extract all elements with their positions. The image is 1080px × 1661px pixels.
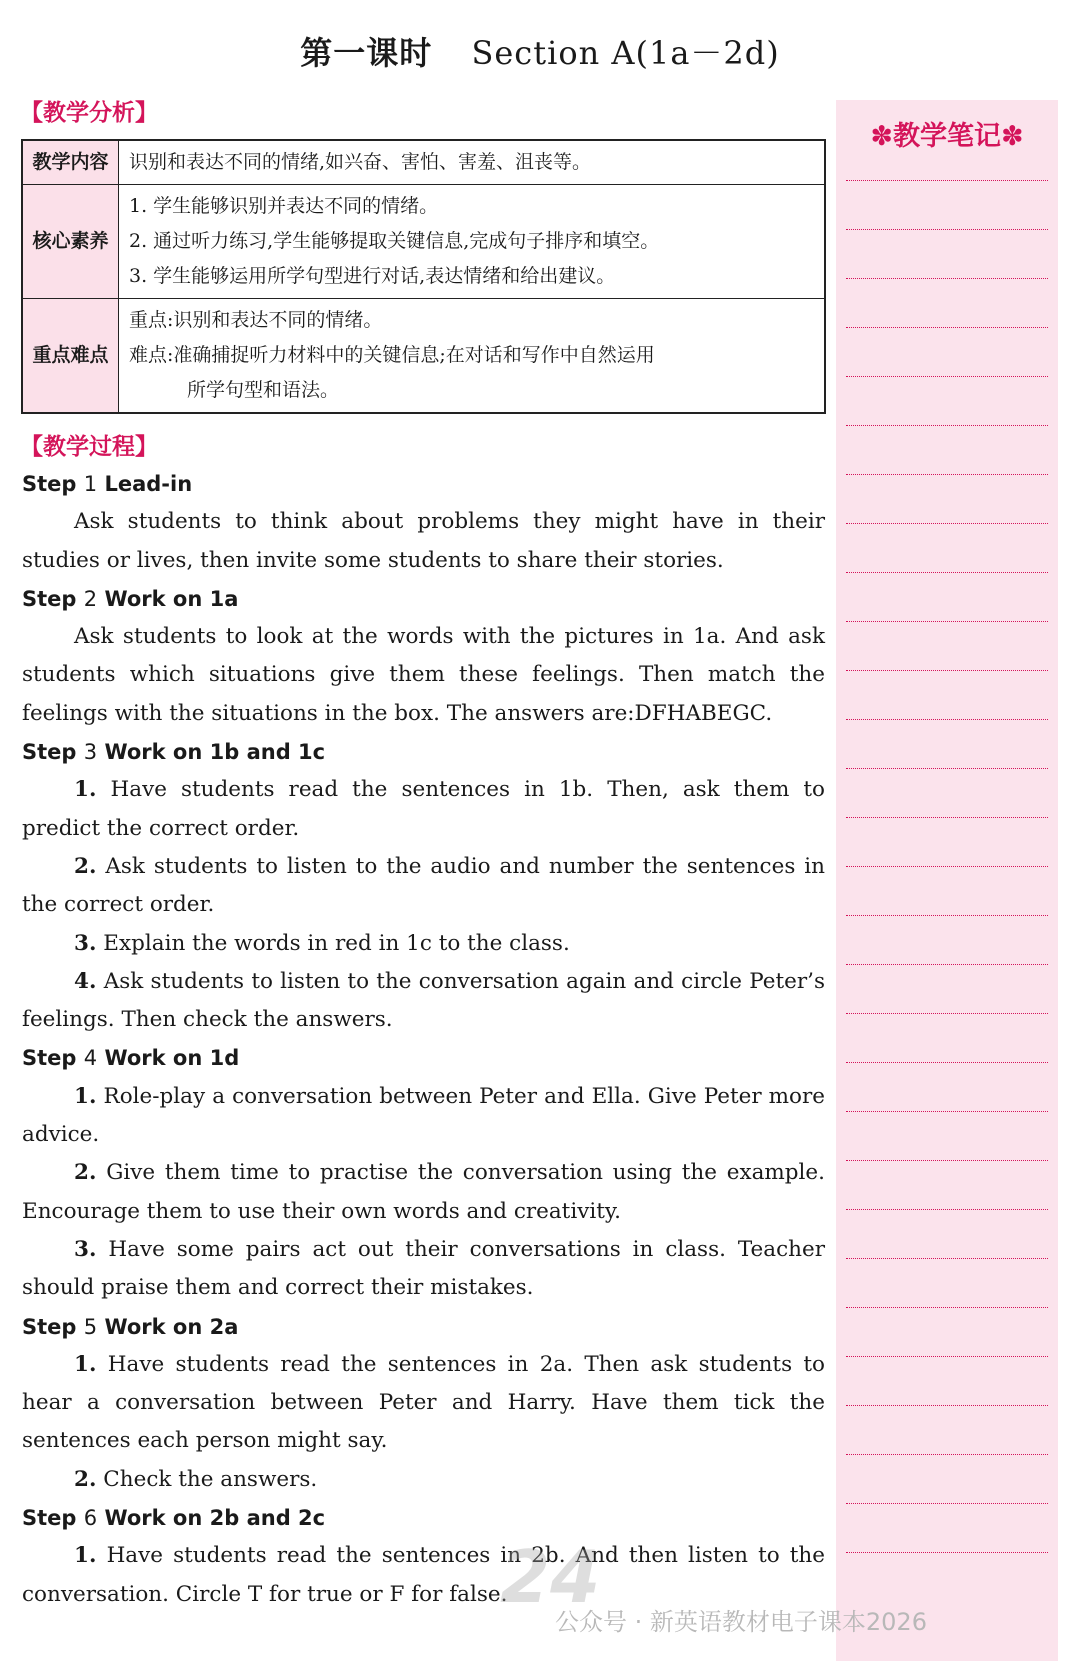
- step-heading: Step 5 Work on 2a: [22, 1314, 239, 1339]
- notes-line: [846, 817, 1048, 818]
- row-line: 2. 通过听力练习,学生能够提取关键信息,完成句子排序和填空。: [129, 230, 660, 252]
- notes-line: [846, 670, 1048, 671]
- notes-line: [846, 1258, 1048, 1259]
- row-line: 1. 学生能够识别并表达不同的情绪。: [129, 195, 439, 217]
- notes-panel: [836, 100, 1058, 1661]
- row-label: 教学内容: [22, 140, 119, 185]
- step-paragraph: 2. Check the answers.: [74, 1466, 318, 1492]
- notes-line: [846, 964, 1048, 965]
- step-heading: Step 1 Lead-in: [22, 472, 193, 496]
- notes-line: [846, 1552, 1048, 1553]
- step-paragraph: 1. Have students read the sentences in 1b. Then, ask them to predict the correct order.: [22, 777, 825, 841]
- notes-line: [846, 376, 1048, 377]
- notes-line: [846, 621, 1048, 622]
- notes-line: [846, 1111, 1048, 1112]
- notes-line: [846, 278, 1048, 279]
- row-label: 重点难点: [22, 299, 119, 414]
- step-paragraph: Ask students to think about problems they might have in their studies or lives, then invite some students to share their stories.: [22, 509, 825, 573]
- notes-line: [846, 1356, 1048, 1357]
- step-heading: Step 2 Work on 1a: [22, 586, 239, 611]
- row-line: 识别和表达不同的情绪,如兴奋、害怕、害羞、沮丧等。: [129, 151, 592, 173]
- notes-line: [846, 180, 1048, 181]
- table-row: [22, 140, 825, 185]
- notes-line: [846, 1160, 1048, 1161]
- notes-line: [846, 1405, 1048, 1406]
- lesson-title-en: Section A(1a－2d): [471, 34, 780, 72]
- row-line: 3. 学生能够运用所学句型进行对话,表达情绪和给出建议。: [129, 265, 616, 287]
- notes-line: [846, 425, 1048, 426]
- notes-line: [846, 915, 1048, 916]
- notes-line: [846, 1503, 1048, 1504]
- row-line: 重点:识别和表达不同的情绪。: [129, 309, 383, 331]
- step-paragraph: 1. Have students read the sentences in 2b. And then listen to the conversation. Circle T for true or F for false.: [22, 1543, 826, 1607]
- row-label: 核心素养: [22, 185, 119, 299]
- process-body: [22, 465, 825, 1614]
- watermark-mark: 24: [500, 1535, 601, 1619]
- table-row: [22, 299, 825, 414]
- notes-line: [846, 1307, 1048, 1308]
- step-paragraph: 2. Give them time to practise the conversation using the example. Encourage them to use their own words and creativity.: [22, 1160, 825, 1224]
- step-paragraph: 1. Have students read the sentences in 2a. Then ask students to hear a conversation between Peter and Harry. Have them tick the sentences each person might say.: [22, 1351, 825, 1454]
- row-line: 所学句型和语法。: [187, 379, 340, 401]
- notes-line: [846, 474, 1048, 475]
- notes-line: [846, 1062, 1048, 1063]
- notes-line: [846, 1013, 1048, 1014]
- notes-title: ✽教学笔记✽: [870, 121, 1024, 152]
- notes-line: [846, 572, 1048, 573]
- notes-line: [846, 1454, 1048, 1455]
- step-heading: Step 3 Work on 1b and 1c: [22, 740, 326, 765]
- table-row: [22, 185, 825, 299]
- notes-line: [846, 1209, 1048, 1210]
- analysis-heading: 【教学分析】: [20, 99, 158, 126]
- notes-line: [846, 523, 1048, 524]
- lesson-title-cn: 第一课时: [300, 34, 433, 72]
- notes-line: [846, 719, 1048, 720]
- watermark-text: 公众号 · 新英语教材电子课本2026: [555, 1608, 927, 1636]
- step-paragraph: 3. Have some pairs act out their conversations in class. Teacher should praise them and correct their mistakes.: [22, 1236, 825, 1301]
- analysis-table: [21, 139, 826, 414]
- process-heading: 【教学过程】: [20, 433, 158, 460]
- step-paragraph: 1. Role-play a conversation between Peter and Ella. Give Peter more advice.: [22, 1083, 825, 1148]
- notes-line: [846, 866, 1048, 867]
- notes-line: [846, 229, 1048, 230]
- step-paragraph: 2. Ask students to listen to the audio and number the sentences in the correct order.: [22, 853, 825, 918]
- step-paragraph: Ask students to look at the words with the pictures in 1a. And ask students which situations give them these feelings. Then match the feelings with the situations in the box. The answers are:DFHABEGC.: [22, 624, 825, 726]
- step-heading: Step 4 Work on 1d: [22, 1046, 240, 1071]
- page-title: [0, 28, 1080, 74]
- notes-line: [846, 768, 1048, 769]
- step-paragraph: 3. Explain the words in red in 1c to the class.: [74, 930, 570, 956]
- step-heading: Step 6 Work on 2b and 2c: [22, 1506, 326, 1531]
- step-paragraph: 4. Ask students to listen to the conversation again and circle Peter’s feelings. Then check the answers.: [22, 968, 825, 1033]
- notes-line: [846, 327, 1048, 328]
- row-line: 难点:准确捕捉听力材料中的关键信息;在对话和写作中自然运用: [129, 344, 655, 366]
